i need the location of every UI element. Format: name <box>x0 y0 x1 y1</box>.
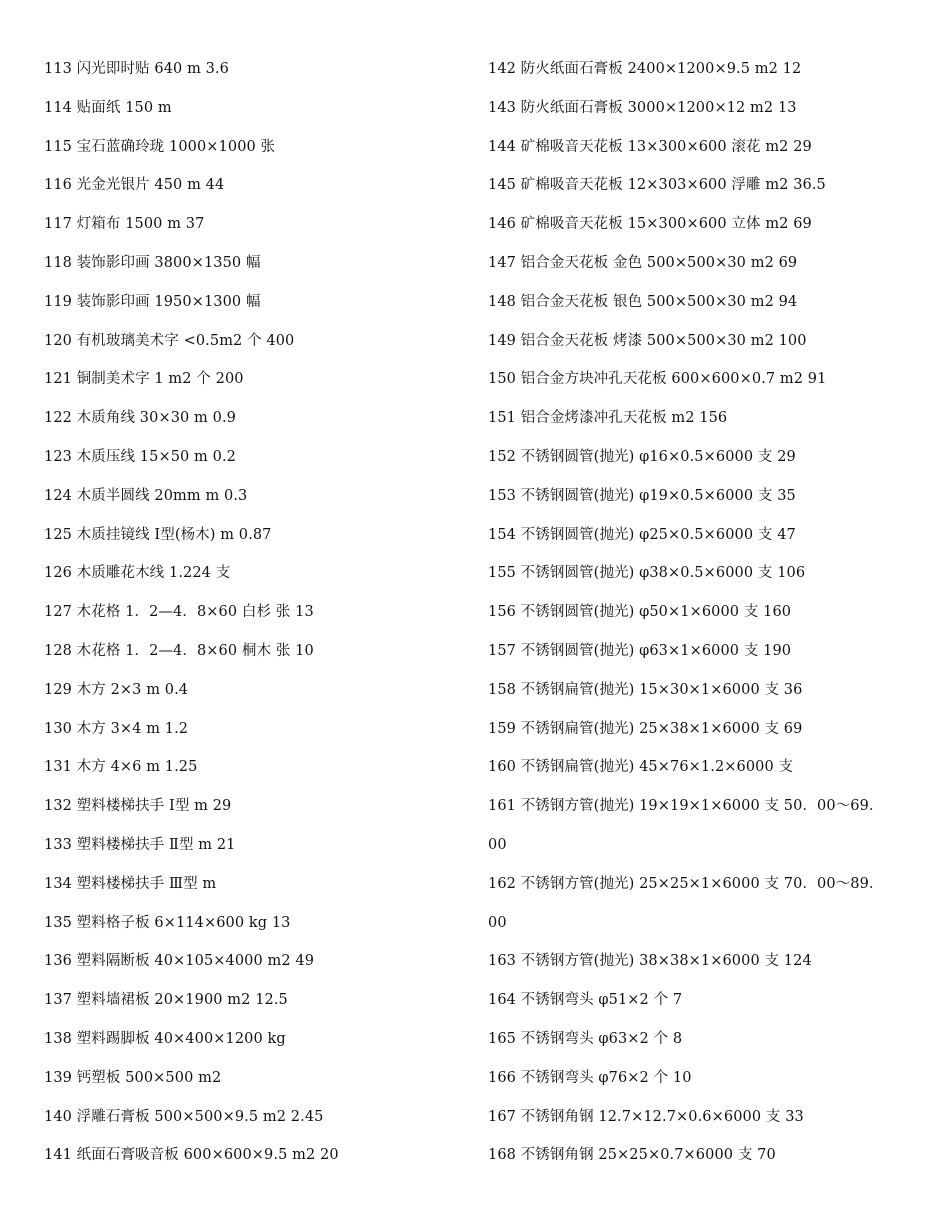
list-item: 151 铝合金烤漆冲孔天花板 m2 156 <box>488 410 728 427</box>
list-item: 147 铝合金天花板 金色 500×500×30 m2 69 <box>488 254 798 271</box>
list-item: 137 塑料墙裙板 20×1900 m2 12.5 <box>44 992 288 1009</box>
list-item: 114 贴面纸 150 m <box>44 99 172 116</box>
list-item: 132 塑料楼梯扶手 Ⅰ型 m 29 <box>44 798 232 815</box>
list-item: 115 宝石蓝确玲珑 1000×1000 张 <box>44 138 276 155</box>
list-item: 156 不锈钢圆管(抛光) φ50×1×6000 支 160 <box>488 604 792 621</box>
list-item: 150 铝合金方块冲孔天花板 600×600×0.7 m2 91 <box>488 371 827 388</box>
list-item: 113 闪光即时贴 640 m 3.6 <box>44 61 229 77</box>
list-item-continuation: 00 <box>488 836 507 853</box>
list-item: 163 不锈钢方管(抛光) 38×38×1×6000 支 124 <box>488 953 812 970</box>
list-item: 139 钙塑板 500×500 m2 <box>44 1069 222 1086</box>
list-item: 116 光金光银片 450 m 44 <box>44 177 225 194</box>
list-item: 128 木花格 1．2—4．8×60 桐木 张 10 <box>44 642 314 659</box>
list-item: 126 木质雕花木线 1.224 支 <box>44 565 231 582</box>
list-item: 155 不锈钢圆管(抛光) φ38×0.5×6000 支 106 <box>488 565 806 582</box>
list-item: 119 装饰影印画 1950×1300 幅 <box>44 293 261 310</box>
list-item: 122 木质角线 30×30 m 0.9 <box>44 410 236 427</box>
right-column <box>488 50 918 1175</box>
list-item: 117 灯箱布 1500 m 37 <box>44 216 205 233</box>
list-item: 142 防火纸面石膏板 2400×1200×9.5 m2 12 <box>488 61 802 77</box>
list-item: 160 不锈钢扁管(抛光) 45×76×1.2×6000 支 <box>488 759 794 776</box>
list-item: 148 铝合金天花板 银色 500×500×30 m2 94 <box>488 293 798 310</box>
list-item: 167 不锈钢角钢 12.7×12.7×0.6×6000 支 33 <box>488 1108 804 1125</box>
list-item: 161 不锈钢方管(抛光) 19×19×1×6000 支 50．00～69． <box>488 798 884 815</box>
list-item: 135 塑料格子板 6×114×600 kg 13 <box>44 914 291 931</box>
list-item: 144 矿棉吸音天花板 13×300×600 滚花 m2 29 <box>488 138 812 155</box>
list-item: 164 不锈钢弯头 φ51×2 个 7 <box>488 992 683 1009</box>
list-item: 118 装饰影印画 3800×1350 幅 <box>44 254 261 271</box>
list-item: 157 不锈钢圆管(抛光) φ63×1×6000 支 190 <box>488 642 792 659</box>
list-item-continuation: 00 <box>488 914 507 931</box>
list-item: 136 塑料隔断板 40×105×4000 m2 49 <box>44 953 315 970</box>
left-column <box>44 50 444 1175</box>
list-item: 127 木花格 1．2—4．8×60 白杉 张 13 <box>44 604 314 621</box>
list-item: 133 塑料楼梯扶手 Ⅱ型 m 21 <box>44 836 236 853</box>
list-item: 138 塑料踢脚板 40×400×1200 kg <box>44 1030 286 1047</box>
list-item: 124 木质半圆线 20mm m 0.3 <box>44 487 248 504</box>
list-item: 125 木质挂镜线 Ⅰ型(杨木) m 0.87 <box>44 526 272 543</box>
list-item: 165 不锈钢弯头 φ63×2 个 8 <box>488 1030 683 1047</box>
list-item: 123 木质压线 15×50 m 0.2 <box>44 448 236 465</box>
list-item: 168 不锈钢角钢 25×25×0.7×6000 支 70 <box>488 1147 776 1164</box>
list-item: 152 不锈钢圆管(抛光) φ16×0.5×6000 支 29 <box>488 448 796 465</box>
list-item: 129 木方 2×3 m 0.4 <box>44 681 189 698</box>
list-item: 162 不锈钢方管(抛光) 25×25×1×6000 支 70．00～89． <box>488 875 884 892</box>
list-item: 153 不锈钢圆管(抛光) φ19×0.5×6000 支 35 <box>488 487 796 504</box>
list-item: 120 有机玻璃美术字 <0.5m2 个 400 <box>44 332 295 349</box>
list-item: 143 防火纸面石膏板 3000×1200×12 m2 13 <box>488 99 797 116</box>
list-item: 121 铜制美术字 1 m2 个 200 <box>44 371 244 388</box>
list-item: 145 矿棉吸音天花板 12×303×600 浮雕 m2 36.5 <box>488 177 826 194</box>
list-item: 159 不锈钢扁管(抛光) 25×38×1×6000 支 69 <box>488 720 803 737</box>
list-item: 158 不锈钢扁管(抛光) 15×30×1×6000 支 36 <box>488 681 803 698</box>
list-item: 140 浮雕石膏板 500×500×9.5 m2 2.45 <box>44 1108 324 1125</box>
list-item: 130 木方 3×4 m 1.2 <box>44 720 189 737</box>
list-item: 154 不锈钢圆管(抛光) φ25×0.5×6000 支 47 <box>488 526 796 543</box>
list-item: 141 纸面石膏吸音板 600×600×9.5 m2 20 <box>44 1147 339 1164</box>
list-item: 134 塑料楼梯扶手 Ⅲ型 m <box>44 875 217 892</box>
list-item: 149 铝合金天花板 烤漆 500×500×30 m2 100 <box>488 332 807 349</box>
list-item: 131 木方 4×6 m 1.25 <box>44 759 198 776</box>
list-item: 166 不锈钢弯头 φ76×2 个 10 <box>488 1069 692 1086</box>
list-item: 146 矿棉吸音天花板 15×300×600 立体 m2 69 <box>488 216 812 233</box>
